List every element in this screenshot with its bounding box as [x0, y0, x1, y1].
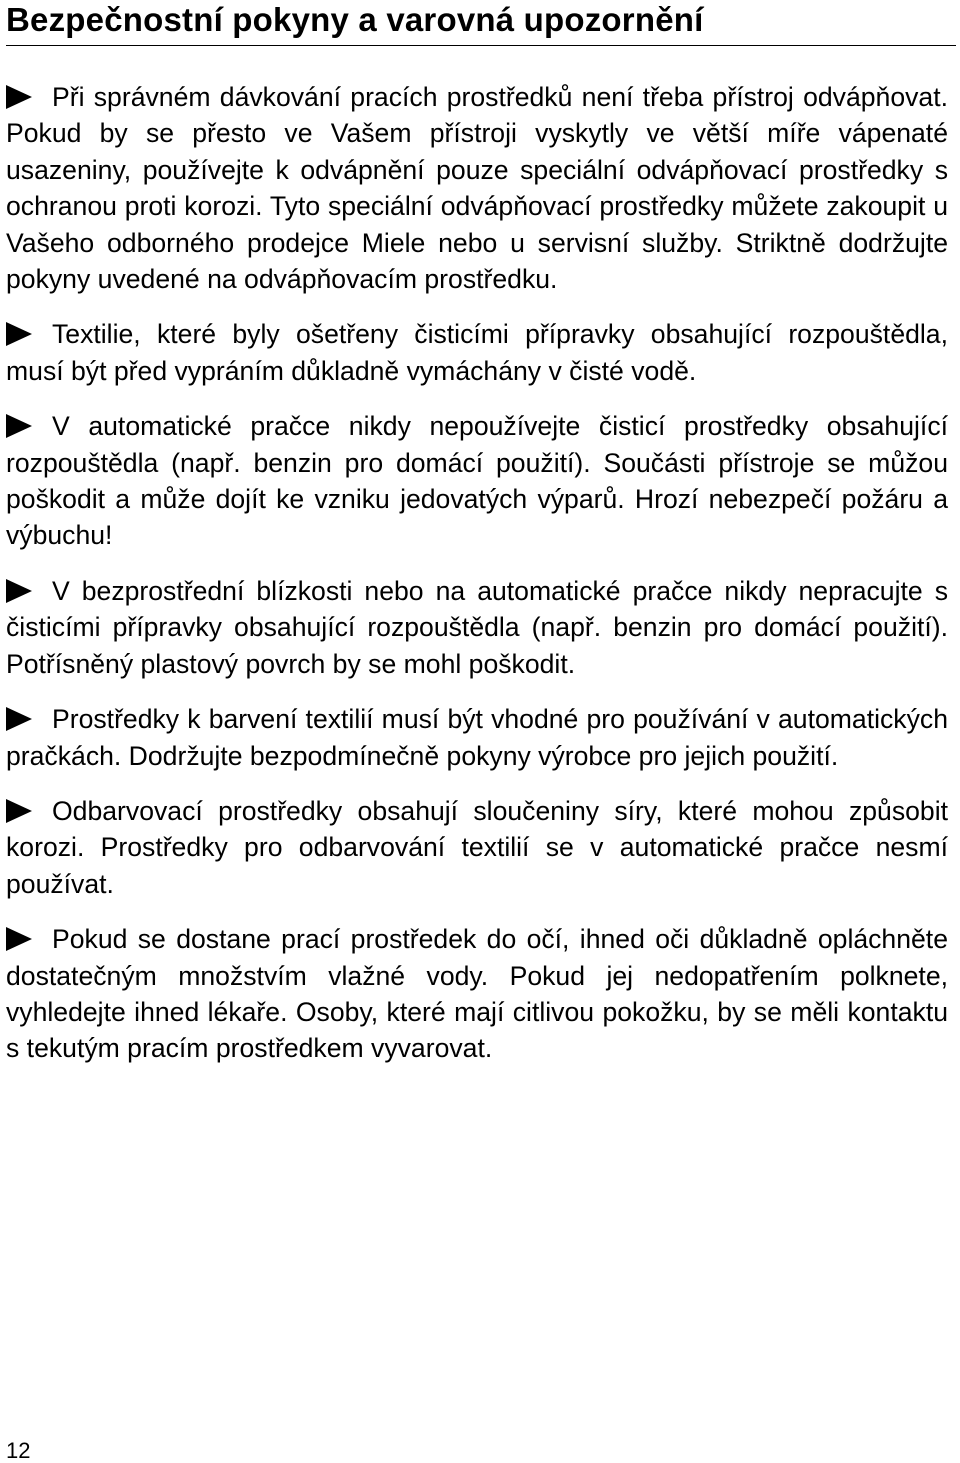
triangle-right-icon [6, 414, 32, 438]
list-item [6, 316, 948, 389]
list-item [6, 408, 948, 554]
page-heading [6, 0, 956, 46]
safety-instructions-list [6, 79, 948, 1086]
list-item [6, 79, 948, 297]
page-number: 12 [6, 1438, 31, 1463]
list-item-text: Prostředky k barvení textilií musí být vhodné pro používání v automatických pračkách. Dodržujte bezpodmínečně pokyny výrobce pro jejich použití. [6, 704, 948, 771]
list-item-text: Při správném dávkování pracích prostředků není třeba přístroj odvápňovat. Pokud by se přesto ve Vašem přístroji vyskytly ve větší míře vápenaté usazeniny, používejte k odvápnění pouze speciální odvápňovací prostředky s ochranou proti korozi. Tyto speciální odvápňovací prostředky můžete zakoupit u Vašeho odborného prodejce Miele nebo u servisní služby. Striktně dodržujte pokyny uvedené na odvápňovacím prostředku. [6, 82, 948, 295]
triangle-right-icon [6, 799, 32, 823]
triangle-right-icon [6, 322, 32, 346]
list-item-text: Odbarvovací prostředky obsahují sloučeniny síry, které mohou způsobit korozi. Prostředky pro odbarvování textilií se v automatické pračce nesmí používat. [6, 795, 948, 899]
triangle-right-icon [6, 927, 32, 951]
list-item-text: V automatické pračce nikdy nepoužívejte čisticí prostředky obsahující rozpouštědla (např. benzin pro domácí použití). Součásti přístroje se můžou poškodit a může dojít ke vzniku jedovatých výparů. Hrozí nebezpečí požáru a výbuchu! [6, 411, 948, 551]
triangle-right-icon [6, 85, 32, 109]
list-item-text: Pokud se dostane prací prostředek do očí, ihned oči důkladně opláchněte dostatečným množstvím vlažné vody. Pokud jej nedopatřením polknete, vyhledejte ihned lékaře. Osoby, které mají citlivou pokožku, by se měli kontaktu s tekutým pracím prostředkem vyvarovat. [6, 924, 948, 1064]
list-item [6, 573, 948, 682]
list-item [6, 921, 948, 1067]
triangle-right-icon [6, 707, 32, 731]
list-item-text: V bezprostřední blízkosti nebo na automatické pračce nikdy nepracujte s čisticími přípravky obsahující rozpouštědla (např. benzin pro domácí použití). Potřísněný plastový povrch by se mohl poškodit. [6, 575, 948, 679]
list-item [6, 701, 948, 774]
list-item-text: Textilie, které byly ošetřeny čisticími přípravky obsahující rozpouštědla, musí být před vypráním důkladně vymáchány v čisté vodě. [6, 319, 948, 386]
page-title: Bezpečnostní pokyny a varovná upozornění [6, 1, 704, 38]
triangle-right-icon [6, 579, 32, 603]
list-item [6, 793, 948, 902]
